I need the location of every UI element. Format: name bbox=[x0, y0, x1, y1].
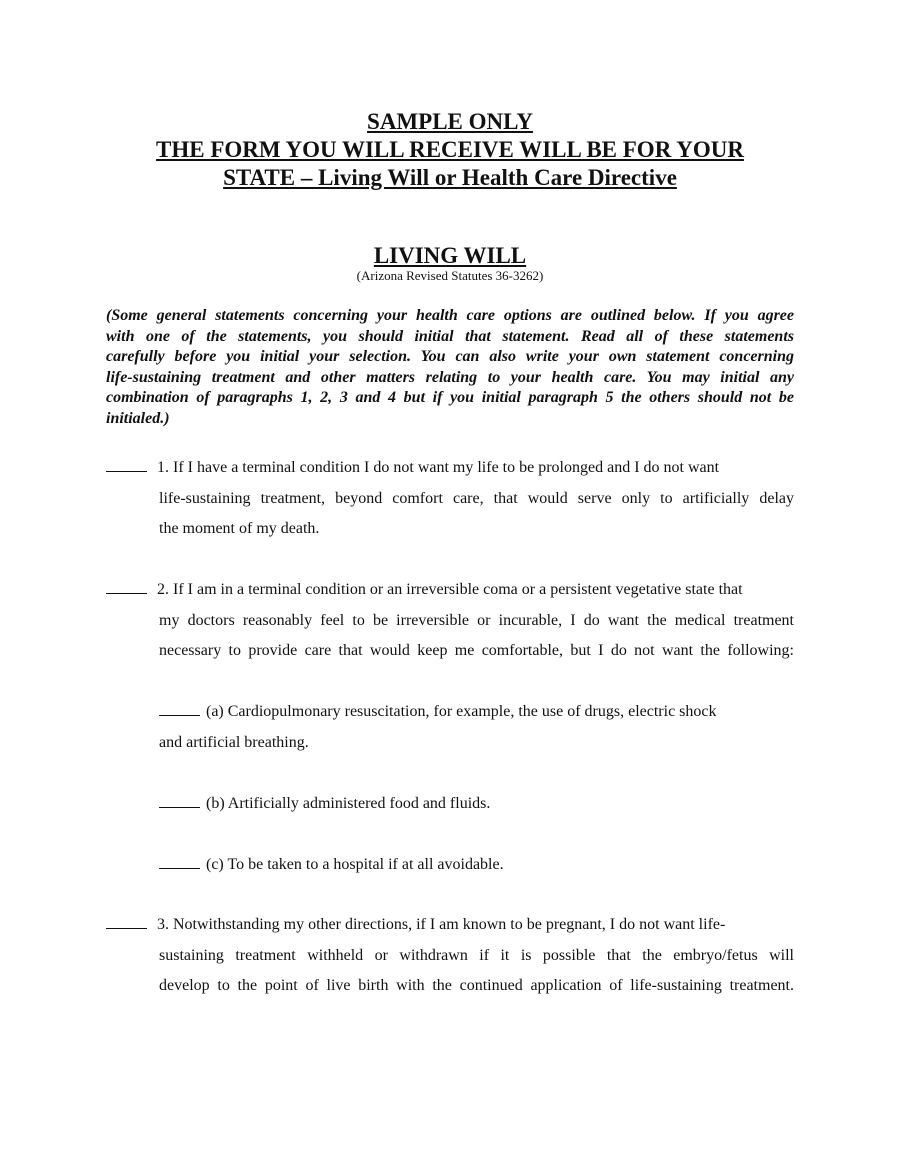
paragraph-3 bbox=[106, 910, 794, 1002]
paragraph-text: develop to the point of live birth with the continued application of life-sustaining treatment. bbox=[159, 977, 794, 994]
paragraph-text: 2. If I am in a terminal condition or an irreversible coma or a persistent vegetative state that bbox=[157, 581, 743, 598]
paragraph-text: and artificial breathing. bbox=[159, 733, 309, 751]
paragraph-2b bbox=[159, 789, 799, 820]
intro-line: life-sustaining treatment and other matters relating to your health care. You may initial any bbox=[106, 368, 794, 386]
intro-line: (Some general statements concerning your health care options are outlined below. If you agree bbox=[106, 307, 794, 324]
paragraph-text: 1. If I have a terminal condition I do not want my life to be prolonged and I do not want bbox=[157, 459, 720, 476]
paragraph-text: (a) Cardiopulmonary resuscitation, for example, the use of drugs, electric shock bbox=[206, 703, 717, 720]
intro-line: with one of the statements, you should initial that statement. Read all of these statements bbox=[106, 327, 794, 345]
paragraph-text: life-sustaining treatment, beyond comfort care, that would serve only to artificially delay bbox=[159, 489, 794, 507]
statute-reference: (Arizona Revised Statutes 36-3262) bbox=[356, 268, 544, 283]
paragraph-text: (b) Artificially administered food and fluids. bbox=[206, 795, 491, 812]
paragraph-2 bbox=[106, 575, 794, 667]
initial-blank[interactable] bbox=[159, 793, 200, 808]
initial-blank[interactable] bbox=[159, 701, 200, 716]
paragraph-text: 3. Notwithstanding my other directions, if I am known to be pregnant, I do not want life- bbox=[157, 916, 726, 933]
paragraph-1 bbox=[106, 453, 794, 545]
paragraph-text: (c) To be taken to a hospital if at all avoidable. bbox=[206, 856, 504, 873]
paragraph-text: my doctors reasonably feel to be irreversible or incurable, I do want the medical treatment bbox=[159, 611, 794, 629]
initial-blank[interactable] bbox=[106, 579, 147, 594]
header-line-1: SAMPLE ONLY bbox=[367, 109, 533, 134]
intro-line: initialed.) bbox=[106, 409, 170, 427]
header-line-2: THE FORM YOU WILL RECEIVE WILL BE FOR YOUR bbox=[156, 137, 744, 162]
initial-blank[interactable] bbox=[106, 457, 147, 472]
paragraph-text: sustaining treatment withheld or withdrawn if it is possible that the embryo/fetus will bbox=[159, 946, 794, 964]
paragraph-text: the moment of my death. bbox=[159, 520, 320, 537]
paragraph-text: necessary to provide care that would keep me comfortable, but I do not want the following: bbox=[159, 642, 794, 659]
sample-header bbox=[100, 108, 800, 192]
header-line-3: STATE – Living Will or Health Care Directive bbox=[223, 165, 677, 190]
intro-instructions bbox=[106, 306, 794, 429]
initial-blank[interactable] bbox=[159, 854, 200, 869]
intro-line: combination of paragraphs 1, 2, 3 and 4 but if you initial paragraph 5 the others should not be bbox=[106, 389, 794, 406]
living-will-title: LIVING WILL bbox=[373, 243, 527, 268]
intro-line: carefully before you initial your selection. You can also write your own statement concerning bbox=[106, 348, 794, 365]
initial-blank[interactable] bbox=[106, 914, 147, 929]
paragraph-2c bbox=[159, 850, 799, 881]
paragraph-2a bbox=[159, 697, 799, 758]
